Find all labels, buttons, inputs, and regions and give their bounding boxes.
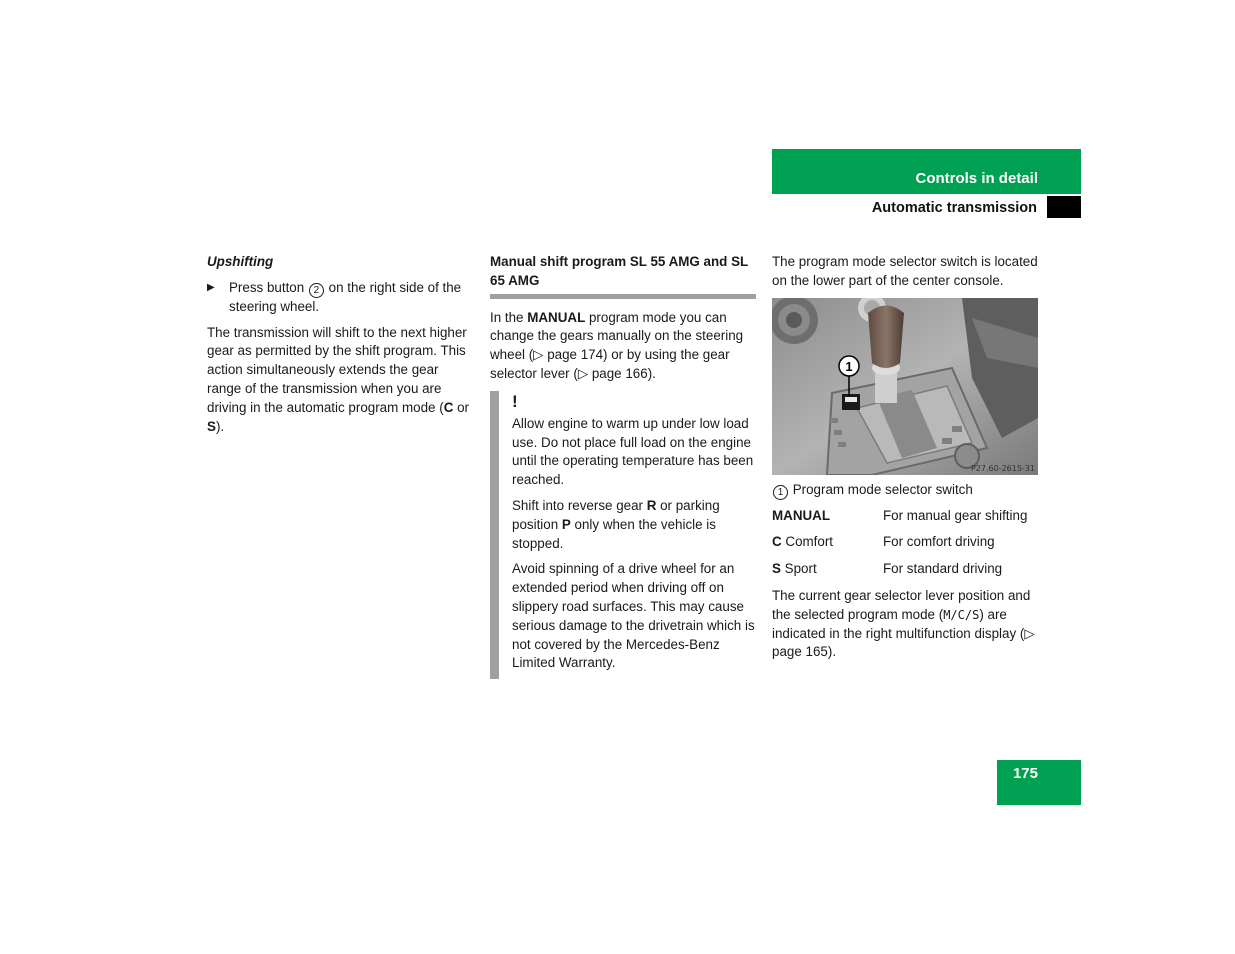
mode-key: [772, 533, 883, 552]
page-ref-166[interactable]: ▷ page 166: [577, 365, 648, 381]
section-title: Controls in detail: [915, 170, 1038, 187]
manual-keyword: MANUAL: [527, 309, 586, 325]
mode-row-manual: [772, 507, 1042, 526]
section-header-tab: [772, 149, 1081, 194]
subsection-title: Automatic transmission: [871, 200, 1037, 216]
mode-key-bold: MANUAL: [772, 507, 831, 523]
mode-description: For comfort driving: [883, 534, 995, 550]
mode-key-rest: Comfort: [781, 534, 834, 550]
photo-reference-code: P27.60-2615-31: [970, 463, 1035, 473]
subsection-header: [772, 196, 1047, 218]
intro-pre: In the: [490, 309, 528, 325]
mode-row-comfort: [772, 533, 1042, 552]
bullet-text-start: Press button: [229, 279, 308, 295]
mode-description: For standard driving: [883, 561, 1003, 577]
upshifting-heading: Upshifting: [207, 254, 274, 269]
note-side-bar: [490, 391, 499, 679]
column-middle: [490, 253, 756, 673]
bullet-triangle-icon: ▶: [207, 281, 215, 293]
para-end: ).: [215, 418, 225, 434]
mode-description: For manual gear shifting: [883, 507, 1028, 523]
manual-intro-paragraph: [490, 309, 756, 384]
console-illustration: [772, 298, 1038, 475]
note2-pre: Shift into reverse gear: [512, 497, 647, 513]
warning-note: [490, 391, 756, 673]
note2-mid: or parking position: [512, 497, 720, 532]
gear-p: P: [561, 516, 571, 532]
intro-post: program mode you can change the gears manually on the steering wheel (: [490, 309, 744, 363]
para-or: or: [453, 399, 469, 415]
display-indication-paragraph: [772, 587, 1042, 662]
closing-pre: The current gear selector lever position and the selected program mode (: [772, 587, 1031, 622]
bullet-text-end: on the right side of the steering wheel.: [229, 279, 462, 314]
exclamation-icon: !: [512, 391, 518, 411]
closing-end: ).: [827, 644, 837, 660]
page-ref-165[interactable]: ▷ page 165: [772, 625, 1035, 660]
mode-key: [772, 507, 883, 526]
mode-table: [772, 507, 1042, 579]
photo-caption: [772, 481, 1042, 500]
photo-callout-1: 1: [845, 358, 853, 374]
mode-key: [772, 560, 883, 579]
column-left: [207, 253, 475, 443]
mode-codes: M/C/S: [943, 607, 980, 622]
mode-key-bold: C: [772, 534, 782, 550]
closing-post: ) are indicated in the right multifunction display (: [772, 606, 1025, 641]
header-marker: [1047, 196, 1081, 218]
note2-post: only when the vehicle is stopped.: [512, 516, 716, 551]
caption-number-badge: 1: [773, 485, 788, 500]
center-console-photo: [772, 298, 1038, 475]
intro-mid: ) or by using the gear selector lever (: [490, 347, 730, 381]
button-number-badge: 2: [309, 283, 324, 298]
upshifting-paragraph: [207, 324, 475, 437]
mode-key-rest: Sport: [780, 561, 817, 577]
para-text: The transmission will shift to the next higher gear as permitted by the shift program. This action simultaneously extends the gear range of the transmission when you are driving in the automatic program mode (: [207, 324, 467, 415]
note-paragraph-1: Allow engine to warm up under low load use. Do not place full load on the engine until the operating temperature has been reached.: [512, 415, 754, 488]
mode-row-sport: [772, 560, 1042, 579]
caption-text: Program mode selector switch: [789, 481, 973, 497]
mode-s-letter: S: [207, 418, 216, 434]
page-number-tab: [997, 760, 1081, 805]
mode-key-bold: S: [772, 561, 781, 577]
note-paragraph-3: Avoid spinning of a drive wheel for an extended period when driving off on slippery road surfaces. This may cause serious damage to the drivetrain which is not covered by the Mercedes-Benz Limited Warranty.: [512, 561, 755, 671]
instruction-bullet: [207, 279, 475, 317]
gear-r: R: [646, 497, 657, 513]
page-number: 175: [1012, 765, 1038, 782]
page-ref-174[interactable]: ▷ page 174: [533, 347, 604, 363]
mode-c-letter: C: [443, 399, 454, 415]
column-right: [772, 253, 1042, 669]
intro-end: ).: [647, 365, 656, 381]
manual-program-heading: Manual shift program SL 55 AMG and SL 65 AMG: [490, 253, 756, 299]
switch-location-paragraph: The program mode selector switch is located on the lower part of the center console.: [772, 254, 1038, 288]
note-paragraph-2: [512, 497, 756, 553]
